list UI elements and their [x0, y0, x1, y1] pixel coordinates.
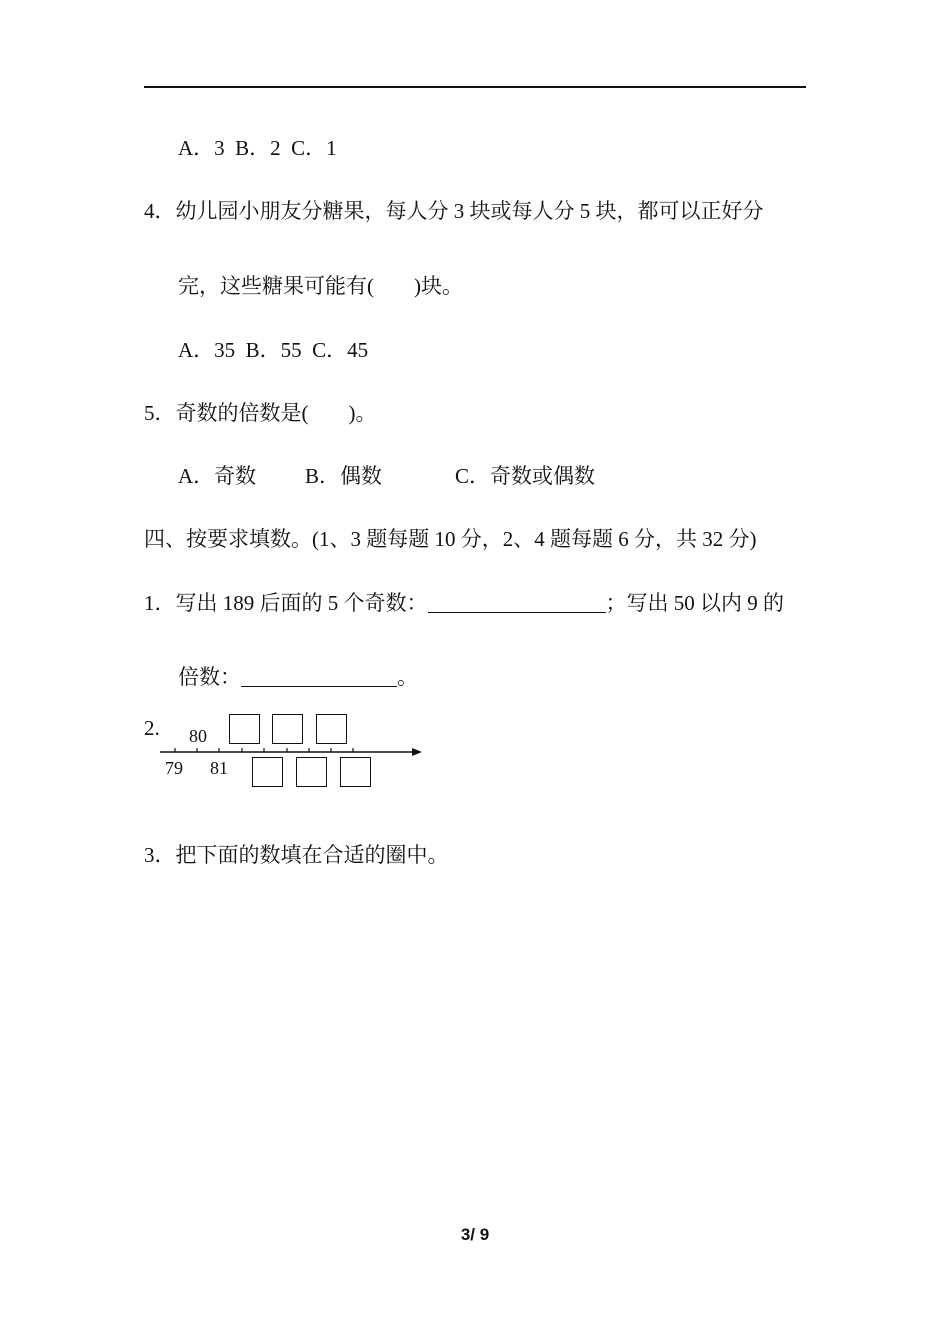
number-line-figure — [144, 708, 434, 798]
nl-bottom-box-3[interactable] — [340, 757, 371, 787]
q4-options: A．35 B．55 C．45 — [178, 338, 369, 362]
q4-text-line1: 4．幼儿园小朋友分糖果，每人分 3 块或每人分 5 块，都可以正好分 — [144, 199, 764, 223]
q4-text-line2 — [178, 272, 463, 300]
nl-bottom-label-81: 81 — [210, 758, 228, 778]
s4-q1-line2-before: 倍数： — [178, 665, 241, 689]
s4-q1-line2 — [178, 663, 418, 691]
nl-bottom-box-1[interactable] — [252, 757, 283, 787]
q5-after: )。 — [348, 401, 377, 425]
q2-label: 2. — [144, 716, 160, 740]
header-rule — [144, 86, 806, 88]
s4-q1-after: ；写出 50 以内 9 的 — [605, 591, 784, 615]
q5-before: 5．奇数的倍数是( — [144, 401, 309, 425]
s4-q1-line1 — [144, 589, 784, 617]
q5-option-b: B．偶数 — [305, 464, 383, 488]
section4-heading: 四、按要求填数。(1、3 题每题 10 分，2、4 题每题 6 分，共 32 分) — [144, 527, 757, 551]
s4-q1-multiple-blank[interactable] — [241, 664, 397, 687]
q4-line2-after: )块。 — [414, 274, 463, 298]
q5-text — [144, 399, 377, 427]
number-line-axis — [144, 708, 434, 798]
q3-options: A．3 B．2 C．1 — [178, 136, 337, 160]
nl-bottom-label-79: 79 — [165, 758, 183, 778]
nl-top-label-80: 80 — [189, 726, 207, 746]
q4-line2-before: 完，这些糖果可能有( — [178, 274, 374, 298]
page-number: 3/ 9 — [460, 1225, 490, 1244]
s4-q1-before: 1．写出 189 后面的 5 个奇数： — [144, 591, 428, 615]
s4-q3-text: 3．把下面的数填在合适的圈中。 — [144, 843, 449, 867]
nl-bottom-box-2[interactable] — [296, 757, 327, 787]
s4-q1-line2-after: 。 — [397, 665, 418, 689]
s4-q1-odd-blank[interactable] — [428, 590, 606, 613]
q5-option-a: A．奇数 — [178, 464, 257, 488]
q5-option-c: C．奇数或偶数 — [455, 464, 596, 488]
